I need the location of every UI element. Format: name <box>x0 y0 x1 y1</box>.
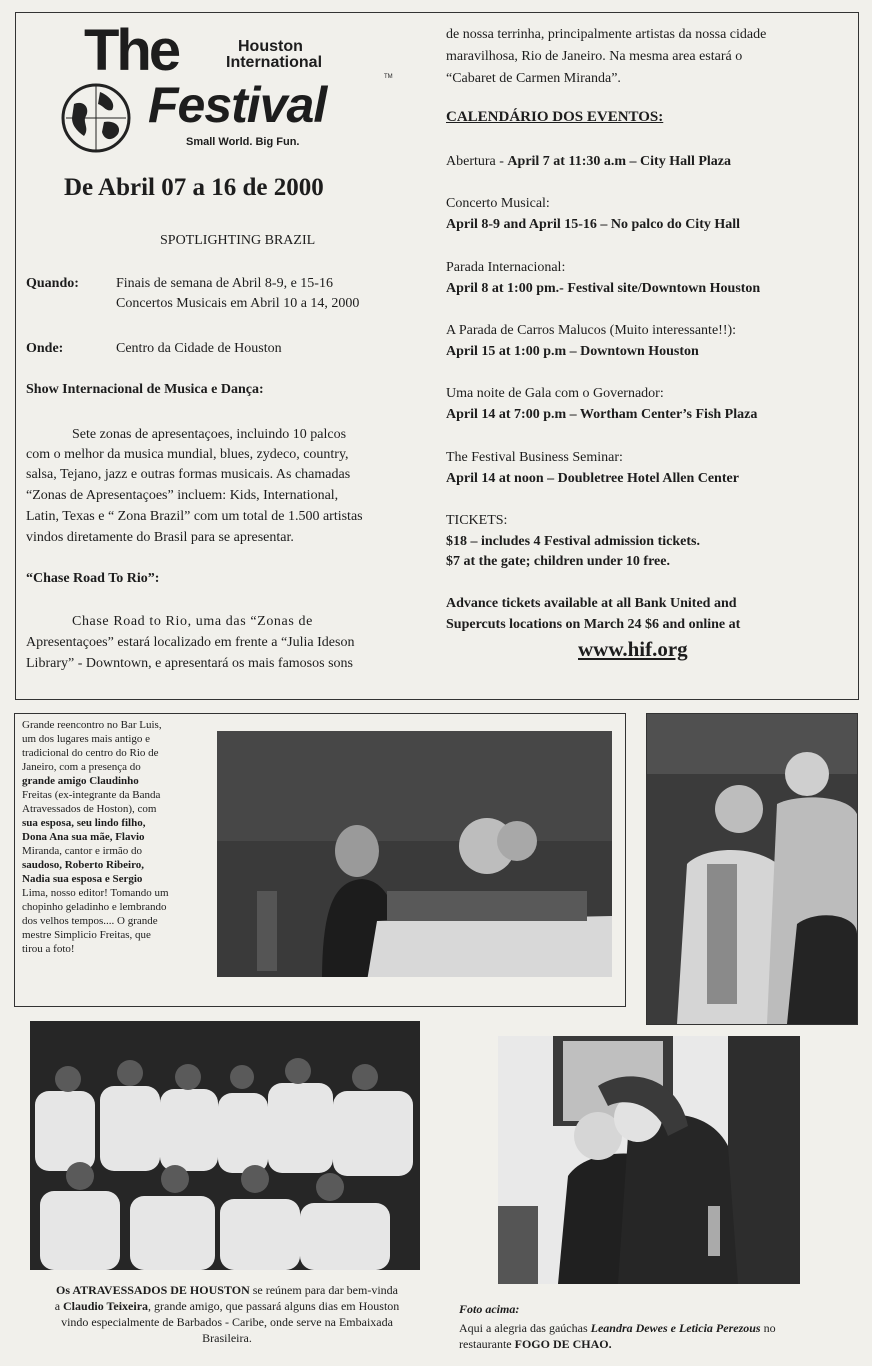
tickets-advance-2: Supercuts locations on March 24 $6 and online at <box>446 617 741 632</box>
caption-text: no <box>760 1321 776 1335</box>
caption-line: Miranda, cantor e irmão do <box>22 845 143 857</box>
tickets-heading: TICKETS: <box>446 513 508 528</box>
caption-line: sua esposa, seu lindo filho, <box>22 817 146 829</box>
band-group-photo <box>30 1021 420 1270</box>
caption-line <box>20 1282 434 1298</box>
event-label: Uma noite de Gala com o Governador: <box>446 386 664 401</box>
caption-line <box>459 1336 859 1352</box>
spotlight-heading: SPOTLIGHTING BRAZIL <box>160 233 316 248</box>
caption-text: Aqui a alegria das gaúchas <box>459 1321 591 1335</box>
event-label: Parada Internacional: <box>446 260 566 275</box>
caption-line: Nadia sua esposa e Sergio <box>22 873 143 885</box>
logo-international: International <box>226 54 323 71</box>
logo-the: The <box>84 18 179 83</box>
chase-line: Library” - Downtown, e apresentará os mais famosos sons <box>26 656 353 671</box>
gauchas-photo <box>498 1036 800 1284</box>
event-label: The Festival Business Seminar: <box>446 450 623 465</box>
show-heading: Show Internacional de Musica e Dança: <box>26 382 264 397</box>
onde-value: Centro da Cidade de Houston <box>116 341 282 356</box>
show-line: “Zonas de Apresentaçoes” incluem: Kids, International, <box>26 488 339 503</box>
event-detail: April 7 at 11:30 a.m – City Hall Plaza <box>507 154 732 169</box>
caption-text: restaurante <box>459 1337 515 1351</box>
tickets-price-2: $7 at the gate; children under 10 free. <box>446 554 670 569</box>
caption-line: saudoso, Roberto Ribeiro, <box>22 859 145 871</box>
caption-text: , grande amigo, que passará alguns dias em Houston <box>148 1299 400 1313</box>
show-line: Sete zonas de apresentaçoes, incluindo 10 palcos <box>72 427 347 442</box>
bar-luis-photo <box>217 731 612 977</box>
logo-tm: TM <box>384 74 393 80</box>
quando-line-2: Concertos Musicais em Abril 10 a 14, 2000 <box>116 296 360 311</box>
calendar-heading: CALENDÁRIO DOS EVENTOS: <box>446 109 664 125</box>
quando-label: Quando: <box>26 276 79 291</box>
caption-line <box>20 1298 434 1314</box>
gauchas-caption <box>459 1320 859 1352</box>
caption-line: mestre Simplicio Freitas, que <box>22 929 151 941</box>
show-line: Latin, Texas e “ Zona Brazil” com um total de 1.500 artistas <box>26 509 363 524</box>
caption-line: dos velhos tempos.... O grande <box>22 915 158 927</box>
tickets-price-1: $18 – includes 4 Festival admission tickets. <box>446 534 700 549</box>
caption-line: Grande reencontro no Bar Luis, <box>22 719 162 731</box>
caption-line: Freitas (ex-integrante da Banda <box>22 789 161 801</box>
caption-line: Lima, nosso editor! Tomando um <box>22 887 169 899</box>
event-item <box>446 152 731 172</box>
band-name: Os ATRAVESSADOS DE HOUSTON <box>56 1283 250 1297</box>
caption-line: tirou a foto! <box>22 943 75 955</box>
bar-luis-caption <box>22 718 204 956</box>
intro-line: maravilhosa, Rio de Janeiro. Na mesma area estará o <box>446 49 743 64</box>
caption-line <box>459 1320 859 1336</box>
event-dates-headline: De Abril 07 a 16 de 2000 <box>64 174 324 201</box>
group-men-photo <box>646 713 858 1025</box>
caption-line: Janeiro, com a presença do <box>22 761 141 773</box>
intro-line: “Cabaret de Carmen Miranda”. <box>446 71 621 86</box>
festival-website-link[interactable]: www.hif.org <box>578 637 688 661</box>
band-photo-caption <box>20 1282 434 1346</box>
tickets-advance-1: Advance tickets available at all Bank United and <box>446 596 737 611</box>
logo-festival: Festival <box>148 77 327 133</box>
caption-line: chopinho geladinho e lembrando <box>22 901 167 913</box>
caption-line: vindo especialmente de Barbados - Caribe, onde serve na Embaixada <box>61 1315 393 1329</box>
logo-tagline: Small World. Big Fun. <box>186 136 300 148</box>
event-detail: April 8 at 1:00 pm.- Festival site/Downtown Houston <box>446 281 761 296</box>
festival-logo <box>58 20 398 160</box>
event-detail: April 14 at 7:00 p.m – Wortham Center’s Fish Plaza <box>446 407 758 422</box>
guest-name: Claudio Teixeira <box>63 1299 149 1313</box>
show-line: vindos diretamente do Brasil para se apresentar. <box>26 530 294 545</box>
chase-line: Apresentaçoes” estará localizado em frente a “Julia Ideson <box>26 635 355 650</box>
caption-line: Atravessados de Hoston), com <box>22 803 157 815</box>
caption-text: a <box>54 1299 64 1313</box>
event-label: A Parada de Carros Malucos (Muito interessante!!): <box>446 323 737 338</box>
caption-line: tradicional do centro do Rio de <box>22 747 159 759</box>
caption-line: um dos lugares mais antigo e <box>22 733 151 745</box>
gauchas-caption-label: Foto acima: <box>459 1302 520 1316</box>
event-detail: April 8-9 and April 15-16 – No palco do City Hall <box>446 217 741 232</box>
chase-heading: “Chase Road To Rio”: <box>26 571 160 586</box>
event-label: Abertura - <box>446 154 508 169</box>
globe-icon <box>60 82 132 154</box>
caption-line: Brasileira. <box>202 1331 252 1345</box>
show-line: com o melhor da musica mundial, blues, zydeco, country, <box>26 447 349 462</box>
onde-label: Onde: <box>26 341 64 356</box>
intro-line: de nossa terrinha, principalmente artistas da nossa cidade <box>446 27 767 42</box>
event-label: Concerto Musical: <box>446 196 550 211</box>
event-detail: April 14 at noon – Doubletree Hotel Allen Center <box>446 471 739 486</box>
gauchas-names: Leandra Dewes e Leticia Perezous <box>590 1321 761 1335</box>
restaurant-name: FOGO DE CHAO. <box>514 1337 612 1351</box>
chase-line: Chase Road to Rio, uma das “Zonas de <box>72 614 313 629</box>
caption-text: se reúnem para dar bem-vinda <box>249 1283 398 1297</box>
caption-line: grande amigo Claudinho <box>22 775 139 787</box>
quando-line-1: Finais de semana de Abril 8-9, e 15-16 <box>116 276 333 291</box>
logo-houston: Houston <box>238 38 303 55</box>
event-detail: April 15 at 1:00 p.m – Downtown Houston <box>446 344 699 359</box>
caption-line: Dona Ana sua mãe, Flavio <box>22 831 145 843</box>
show-line: salsa, Tejano, jazz e outras formas musicais. As chamadas <box>26 467 351 482</box>
